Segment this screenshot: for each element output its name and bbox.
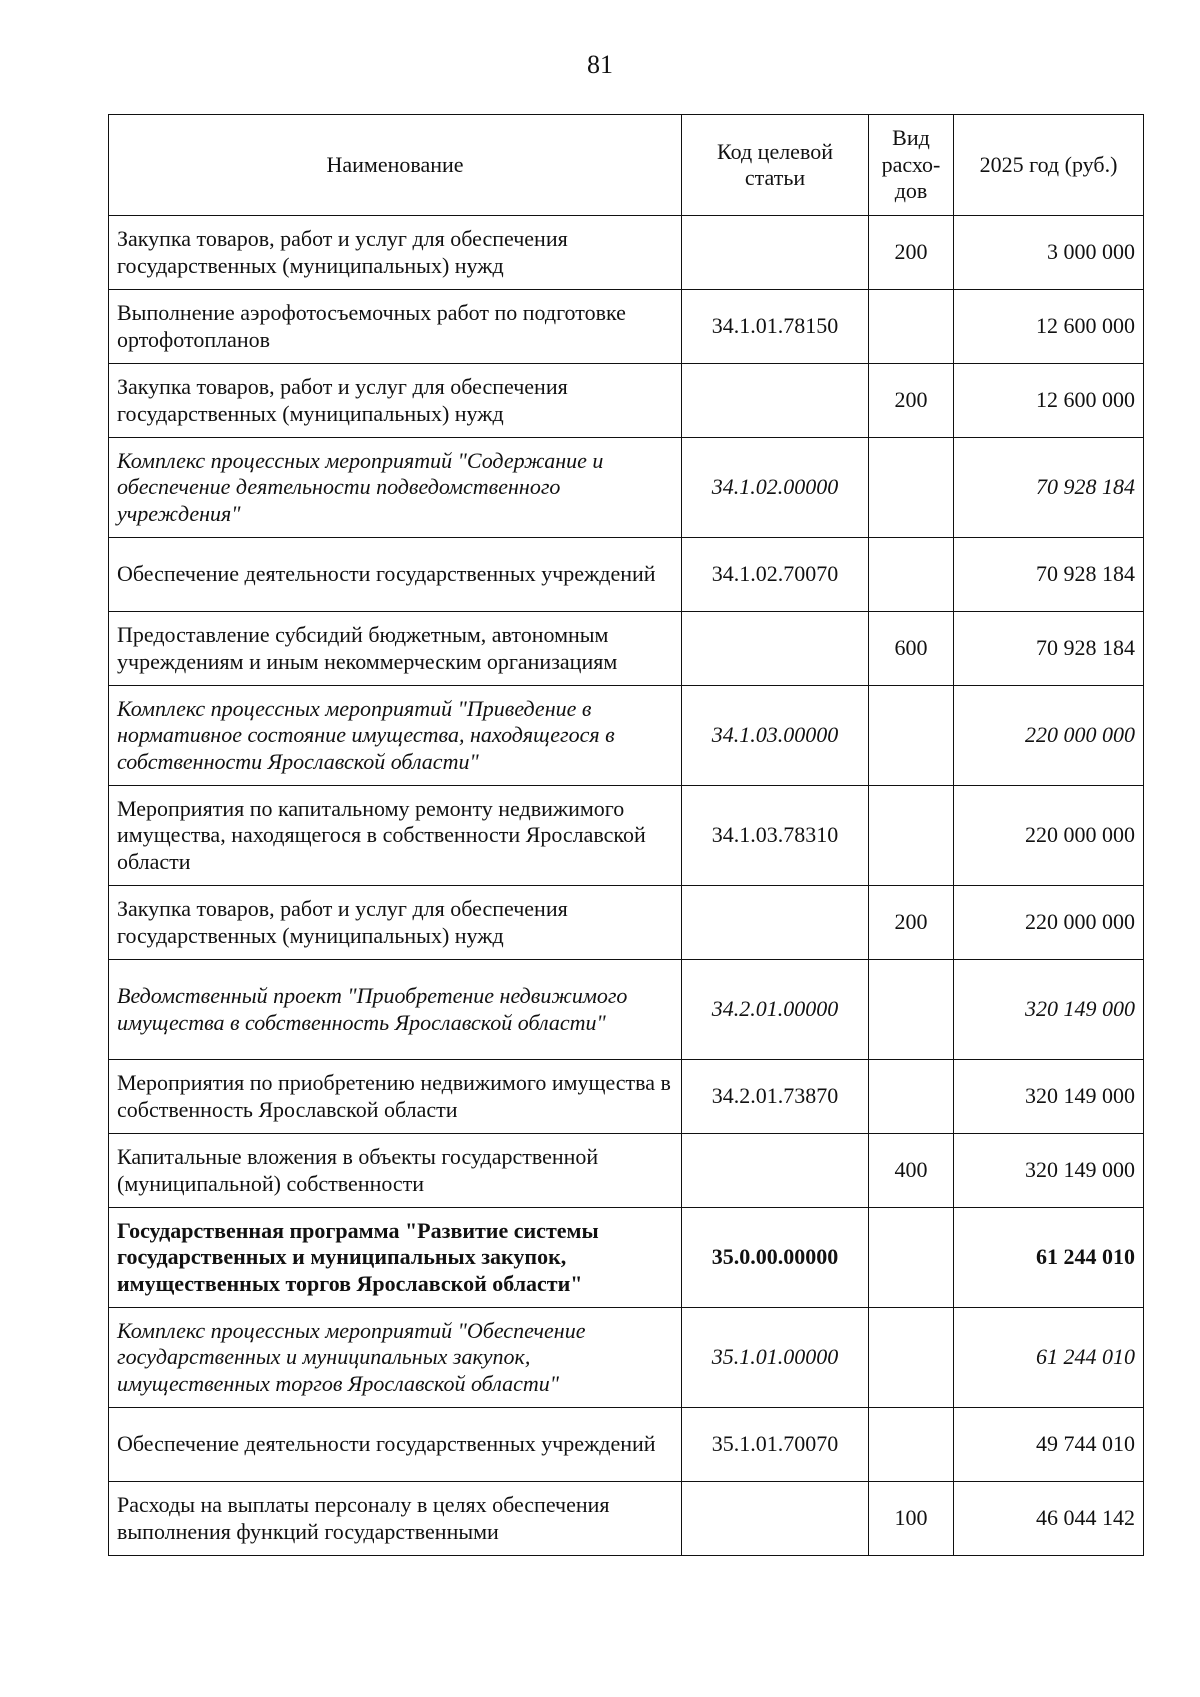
row-code: 35.1.01.70070 [682, 1408, 869, 1482]
row-kind: 600 [869, 612, 954, 686]
row-name: Капитальные вложения в объекты государственной (муниципальной) собственности [109, 1134, 682, 1208]
row-amount: 61 244 010 [954, 1308, 1144, 1408]
row-kind [869, 1060, 954, 1134]
row-amount: 61 244 010 [954, 1208, 1144, 1308]
row-name: Обеспечение деятельности государственных учреждений [109, 1408, 682, 1482]
row-kind [869, 1408, 954, 1482]
row-kind [869, 438, 954, 538]
row-amount: 46 044 142 [954, 1482, 1144, 1556]
row-amount: 49 744 010 [954, 1408, 1144, 1482]
table-row [109, 1060, 1144, 1134]
row-kind [869, 290, 954, 364]
row-code [682, 216, 869, 290]
row-kind [869, 538, 954, 612]
row-name: Государственная программа "Развитие системы государственных и муниципальных закупок, имущественных торгов Ярославской области" [109, 1208, 682, 1308]
row-amount: 70 928 184 [954, 612, 1144, 686]
row-kind: 200 [869, 364, 954, 438]
row-code: 34.1.02.70070 [682, 538, 869, 612]
row-code [682, 1482, 869, 1556]
row-code: 35.1.01.00000 [682, 1308, 869, 1408]
budget-table [108, 114, 1144, 1556]
row-amount: 220 000 000 [954, 786, 1144, 886]
row-kind [869, 686, 954, 786]
table-row [109, 612, 1144, 686]
row-kind [869, 786, 954, 886]
row-kind [869, 960, 954, 1060]
table-row [109, 290, 1144, 364]
row-name: Ведомственный проект "Приобретение недвижимого имущества в собственность Ярославской области" [109, 960, 682, 1060]
header-code: Код целевой статьи [682, 115, 869, 216]
row-name: Комплекс процессных мероприятий "Содержание и обеспечение деятельности подведомственного учреждения" [109, 438, 682, 538]
row-kind: 400 [869, 1134, 954, 1208]
table-row [109, 686, 1144, 786]
table-row [109, 960, 1144, 1060]
row-amount: 3 000 000 [954, 216, 1144, 290]
row-amount: 220 000 000 [954, 886, 1144, 960]
row-name: Мероприятия по капитальному ремонту недвижимого имущества, находящегося в собственности Ярославской области [109, 786, 682, 886]
row-amount: 12 600 000 [954, 364, 1144, 438]
table-row [109, 438, 1144, 538]
row-code: 34.2.01.73870 [682, 1060, 869, 1134]
row-code: 34.1.03.78310 [682, 786, 869, 886]
row-code [682, 886, 869, 960]
row-name: Мероприятия по приобретению недвижимого имущества в собственность Ярославской области [109, 1060, 682, 1134]
row-name: Предоставление субсидий бюджетным, автономным учреждениям и иным некоммерческим организациям [109, 612, 682, 686]
row-name: Выполнение аэрофотосъемочных работ по подготовке ортофотопланов [109, 290, 682, 364]
table-row [109, 886, 1144, 960]
row-code [682, 612, 869, 686]
row-code [682, 1134, 869, 1208]
row-name: Расходы на выплаты персоналу в целях обеспечения выполнения функций государственными [109, 1482, 682, 1556]
table-row [109, 1482, 1144, 1556]
row-amount: 12 600 000 [954, 290, 1144, 364]
row-name: Комплекс процессных мероприятий "Обеспечение государственных и муниципальных закупок, имущественных торгов Ярославской области" [109, 1308, 682, 1408]
row-amount: 70 928 184 [954, 538, 1144, 612]
row-amount: 320 149 000 [954, 960, 1144, 1060]
row-code: 35.0.00.00000 [682, 1208, 869, 1308]
row-code: 34.1.02.00000 [682, 438, 869, 538]
row-code: 34.1.01.78150 [682, 290, 869, 364]
table-row [109, 364, 1144, 438]
table-row [109, 1408, 1144, 1482]
header-name: Наименование [109, 115, 682, 216]
table-row [109, 1208, 1144, 1308]
row-amount: 320 149 000 [954, 1134, 1144, 1208]
page-number: 81 [587, 50, 613, 79]
header-amount: 2025 год (руб.) [954, 115, 1144, 216]
row-amount: 320 149 000 [954, 1060, 1144, 1134]
table-header-row [109, 115, 1144, 216]
table-row [109, 216, 1144, 290]
table-row [109, 1308, 1144, 1408]
row-kind [869, 1208, 954, 1308]
row-name: Закупка товаров, работ и услуг для обеспечения государственных (муниципальных) нужд [109, 216, 682, 290]
row-kind [869, 1308, 954, 1408]
row-kind: 100 [869, 1482, 954, 1556]
row-amount: 220 000 000 [954, 686, 1144, 786]
row-amount: 70 928 184 [954, 438, 1144, 538]
row-name: Обеспечение деятельности государственных учреждений [109, 538, 682, 612]
row-code [682, 364, 869, 438]
row-kind: 200 [869, 886, 954, 960]
row-name: Закупка товаров, работ и услуг для обеспечения государственных (муниципальных) нужд [109, 886, 682, 960]
row-name: Закупка товаров, работ и услуг для обеспечения государственных (муниципальных) нужд [109, 364, 682, 438]
table-row [109, 538, 1144, 612]
row-kind: 200 [869, 216, 954, 290]
table-row [109, 786, 1144, 886]
row-code: 34.2.01.00000 [682, 960, 869, 1060]
row-code: 34.1.03.00000 [682, 686, 869, 786]
header-kind: Вид расхо-дов [869, 115, 954, 216]
row-name: Комплекс процессных мероприятий "Приведение в нормативное состояние имущества, находящегося в собственности Ярославской области" [109, 686, 682, 786]
table-row [109, 1134, 1144, 1208]
